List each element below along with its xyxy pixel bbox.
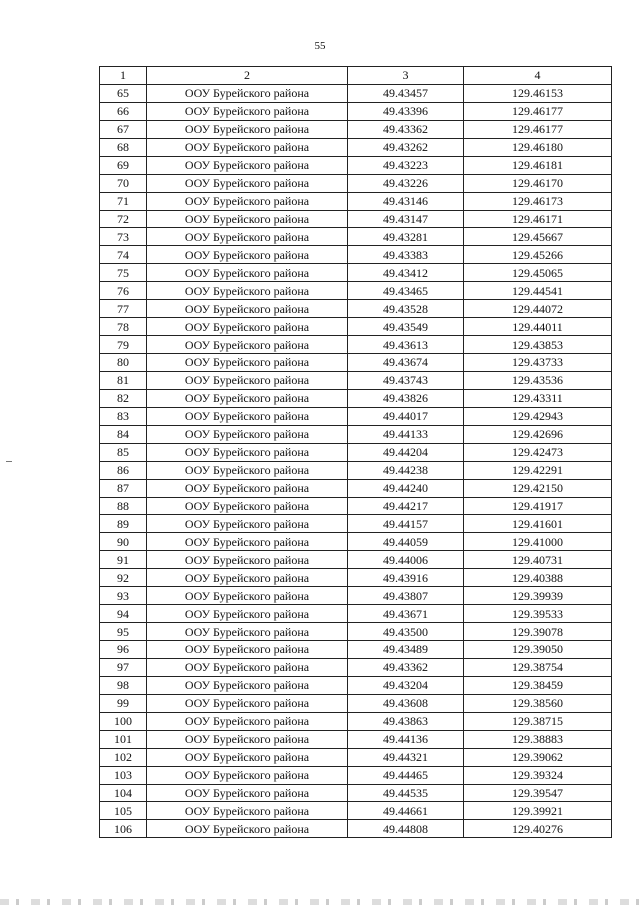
organization-cell: ООУ Бурейского района	[147, 730, 348, 748]
latitude-cell: 49.43412	[348, 264, 464, 282]
latitude-cell: 49.43223	[348, 156, 464, 174]
longitude-cell: 129.39939	[464, 587, 612, 605]
organization-cell: ООУ Бурейского района	[147, 676, 348, 694]
header-cell-1: 1	[100, 67, 147, 85]
row-number-cell: 105	[100, 802, 147, 820]
longitude-cell: 129.40276	[464, 820, 612, 838]
longitude-cell: 129.43733	[464, 354, 612, 372]
organization-cell: ООУ Бурейского района	[147, 605, 348, 623]
row-number-cell: 96	[100, 641, 147, 659]
organization-cell: ООУ Бурейского района	[147, 461, 348, 479]
organization-cell: ООУ Бурейского района	[147, 192, 348, 210]
table-row	[100, 300, 612, 318]
longitude-cell: 129.39547	[464, 784, 612, 802]
row-number-cell: 101	[100, 730, 147, 748]
row-number-cell: 79	[100, 336, 147, 354]
table-row	[100, 820, 612, 838]
organization-cell: ООУ Бурейского района	[147, 336, 348, 354]
longitude-cell: 129.43853	[464, 336, 612, 354]
header-cell-2: 2	[147, 67, 348, 85]
table-row	[100, 497, 612, 515]
row-number-cell: 73	[100, 228, 147, 246]
latitude-cell: 49.43362	[348, 120, 464, 138]
latitude-cell: 49.44059	[348, 533, 464, 551]
row-number-cell: 85	[100, 443, 147, 461]
organization-cell: ООУ Бурейского района	[147, 156, 348, 174]
table-row	[100, 138, 612, 156]
latitude-cell: 49.43528	[348, 300, 464, 318]
table-row	[100, 605, 612, 623]
row-number-cell: 84	[100, 425, 147, 443]
longitude-cell: 129.46171	[464, 210, 612, 228]
table-row	[100, 784, 612, 802]
organization-cell: ООУ Бурейского района	[147, 551, 348, 569]
row-number-cell: 81	[100, 371, 147, 389]
margin-mark	[6, 461, 12, 462]
organization-cell: ООУ Бурейского района	[147, 264, 348, 282]
row-number-cell: 77	[100, 300, 147, 318]
table-row	[100, 658, 612, 676]
longitude-cell: 129.44541	[464, 282, 612, 300]
table-row	[100, 461, 612, 479]
longitude-cell: 129.45667	[464, 228, 612, 246]
coordinates-table	[99, 66, 612, 838]
table-row	[100, 120, 612, 138]
row-number-cell: 95	[100, 623, 147, 641]
table-row	[100, 246, 612, 264]
table-row	[100, 712, 612, 730]
latitude-cell: 49.43489	[348, 641, 464, 659]
organization-cell: ООУ Бурейского района	[147, 371, 348, 389]
row-number-cell: 98	[100, 676, 147, 694]
row-number-cell: 102	[100, 748, 147, 766]
row-number-cell: 78	[100, 318, 147, 336]
table-row	[100, 425, 612, 443]
longitude-cell: 129.46173	[464, 192, 612, 210]
organization-cell: ООУ Бурейского района	[147, 802, 348, 820]
organization-cell: ООУ Бурейского района	[147, 641, 348, 659]
latitude-cell: 49.43204	[348, 676, 464, 694]
table-row	[100, 587, 612, 605]
table-row	[100, 766, 612, 784]
longitude-cell: 129.46180	[464, 138, 612, 156]
table-row	[100, 515, 612, 533]
organization-cell: ООУ Бурейского района	[147, 282, 348, 300]
organization-cell: ООУ Бурейского района	[147, 425, 348, 443]
latitude-cell: 49.43674	[348, 354, 464, 372]
longitude-cell: 129.41601	[464, 515, 612, 533]
longitude-cell: 129.40731	[464, 551, 612, 569]
latitude-cell: 49.44006	[348, 551, 464, 569]
longitude-cell: 129.39062	[464, 748, 612, 766]
longitude-cell: 129.39078	[464, 623, 612, 641]
row-number-cell: 103	[100, 766, 147, 784]
organization-cell: ООУ Бурейского района	[147, 443, 348, 461]
organization-cell: ООУ Бурейского района	[147, 515, 348, 533]
longitude-cell: 129.46170	[464, 174, 612, 192]
latitude-cell: 49.43281	[348, 228, 464, 246]
longitude-cell: 129.42473	[464, 443, 612, 461]
row-number-cell: 104	[100, 784, 147, 802]
latitude-cell: 49.43916	[348, 569, 464, 587]
latitude-cell: 49.44217	[348, 497, 464, 515]
row-number-cell: 93	[100, 587, 147, 605]
row-number-cell: 68	[100, 138, 147, 156]
row-number-cell: 92	[100, 569, 147, 587]
row-number-cell: 71	[100, 192, 147, 210]
row-number-cell: 99	[100, 694, 147, 712]
table-row	[100, 479, 612, 497]
organization-cell: ООУ Бурейского района	[147, 533, 348, 551]
longitude-cell: 129.44011	[464, 318, 612, 336]
latitude-cell: 49.43383	[348, 246, 464, 264]
organization-cell: ООУ Бурейского района	[147, 587, 348, 605]
longitude-cell: 129.46181	[464, 156, 612, 174]
latitude-cell: 49.44808	[348, 820, 464, 838]
latitude-cell: 49.43226	[348, 174, 464, 192]
latitude-cell: 49.44133	[348, 425, 464, 443]
table-body	[100, 84, 612, 837]
latitude-cell: 49.43549	[348, 318, 464, 336]
organization-cell: ООУ Бурейского района	[147, 389, 348, 407]
latitude-cell: 49.43457	[348, 84, 464, 102]
latitude-cell: 49.43262	[348, 138, 464, 156]
row-number-cell: 94	[100, 605, 147, 623]
latitude-cell: 49.44465	[348, 766, 464, 784]
table-row	[100, 336, 612, 354]
latitude-cell: 49.43146	[348, 192, 464, 210]
longitude-cell: 129.38883	[464, 730, 612, 748]
longitude-cell: 129.39324	[464, 766, 612, 784]
organization-cell: ООУ Бурейского района	[147, 407, 348, 425]
organization-cell: ООУ Бурейского района	[147, 228, 348, 246]
table-row	[100, 282, 612, 300]
latitude-cell: 49.43671	[348, 605, 464, 623]
table-row	[100, 174, 612, 192]
table-row	[100, 264, 612, 282]
table-row	[100, 730, 612, 748]
organization-cell: ООУ Бурейского района	[147, 120, 348, 138]
longitude-cell: 129.38560	[464, 694, 612, 712]
table-row	[100, 84, 612, 102]
longitude-cell: 129.40388	[464, 569, 612, 587]
header-row	[100, 67, 612, 85]
row-number-cell: 70	[100, 174, 147, 192]
latitude-cell: 49.44017	[348, 407, 464, 425]
row-number-cell: 69	[100, 156, 147, 174]
organization-cell: ООУ Бурейского района	[147, 694, 348, 712]
row-number-cell: 100	[100, 712, 147, 730]
latitude-cell: 49.44136	[348, 730, 464, 748]
longitude-cell: 129.46153	[464, 84, 612, 102]
latitude-cell: 49.44240	[348, 479, 464, 497]
latitude-cell: 49.43500	[348, 623, 464, 641]
row-number-cell: 76	[100, 282, 147, 300]
row-number-cell: 80	[100, 354, 147, 372]
table-row	[100, 569, 612, 587]
organization-cell: ООУ Бурейского района	[147, 569, 348, 587]
organization-cell: ООУ Бурейского района	[147, 174, 348, 192]
row-number-cell: 66	[100, 102, 147, 120]
latitude-cell: 49.44321	[348, 748, 464, 766]
longitude-cell: 129.41000	[464, 533, 612, 551]
longitude-cell: 129.38715	[464, 712, 612, 730]
header-cell-3: 3	[348, 67, 464, 85]
longitude-cell: 129.43536	[464, 371, 612, 389]
organization-cell: ООУ Бурейского района	[147, 210, 348, 228]
row-number-cell: 74	[100, 246, 147, 264]
row-number-cell: 65	[100, 84, 147, 102]
latitude-cell: 49.43613	[348, 336, 464, 354]
latitude-cell: 49.43362	[348, 658, 464, 676]
organization-cell: ООУ Бурейского района	[147, 658, 348, 676]
table-row	[100, 371, 612, 389]
latitude-cell: 49.43863	[348, 712, 464, 730]
latitude-cell: 49.43807	[348, 587, 464, 605]
row-number-cell: 67	[100, 120, 147, 138]
organization-cell: ООУ Бурейского района	[147, 300, 348, 318]
table-row	[100, 102, 612, 120]
latitude-cell: 49.43396	[348, 102, 464, 120]
row-number-cell: 91	[100, 551, 147, 569]
longitude-cell: 129.38754	[464, 658, 612, 676]
table-row	[100, 641, 612, 659]
latitude-cell: 49.43826	[348, 389, 464, 407]
table-row	[100, 443, 612, 461]
longitude-cell: 129.43311	[464, 389, 612, 407]
table-row	[100, 802, 612, 820]
row-number-cell: 89	[100, 515, 147, 533]
organization-cell: ООУ Бурейского района	[147, 712, 348, 730]
longitude-cell: 129.46177	[464, 102, 612, 120]
table-row	[100, 389, 612, 407]
row-number-cell: 86	[100, 461, 147, 479]
row-number-cell: 75	[100, 264, 147, 282]
latitude-cell: 49.43743	[348, 371, 464, 389]
scan-edge-artifact	[0, 899, 640, 905]
latitude-cell: 49.44157	[348, 515, 464, 533]
latitude-cell: 49.43465	[348, 282, 464, 300]
table-row	[100, 318, 612, 336]
table-row	[100, 407, 612, 425]
organization-cell: ООУ Бурейского района	[147, 479, 348, 497]
table-row	[100, 748, 612, 766]
longitude-cell: 129.42150	[464, 479, 612, 497]
latitude-cell: 49.44238	[348, 461, 464, 479]
table-header	[100, 67, 612, 85]
organization-cell: ООУ Бурейского района	[147, 138, 348, 156]
row-number-cell: 88	[100, 497, 147, 515]
organization-cell: ООУ Бурейского района	[147, 102, 348, 120]
row-number-cell: 90	[100, 533, 147, 551]
latitude-cell: 49.44204	[348, 443, 464, 461]
table-row	[100, 156, 612, 174]
table-row	[100, 354, 612, 372]
row-number-cell: 106	[100, 820, 147, 838]
row-number-cell: 83	[100, 407, 147, 425]
organization-cell: ООУ Бурейского района	[147, 354, 348, 372]
latitude-cell: 49.43608	[348, 694, 464, 712]
longitude-cell: 129.39050	[464, 641, 612, 659]
organization-cell: ООУ Бурейского района	[147, 748, 348, 766]
table-row	[100, 623, 612, 641]
row-number-cell: 87	[100, 479, 147, 497]
organization-cell: ООУ Бурейского района	[147, 84, 348, 102]
header-cell-4: 4	[464, 67, 612, 85]
longitude-cell: 129.39921	[464, 802, 612, 820]
longitude-cell: 129.42291	[464, 461, 612, 479]
row-number-cell: 72	[100, 210, 147, 228]
organization-cell: ООУ Бурейского района	[147, 784, 348, 802]
longitude-cell: 129.45266	[464, 246, 612, 264]
longitude-cell: 129.45065	[464, 264, 612, 282]
organization-cell: ООУ Бурейского района	[147, 766, 348, 784]
organization-cell: ООУ Бурейского района	[147, 318, 348, 336]
latitude-cell: 49.44535	[348, 784, 464, 802]
page-number: 55	[314, 40, 326, 52]
row-number-cell: 97	[100, 658, 147, 676]
longitude-cell: 129.44072	[464, 300, 612, 318]
table-row	[100, 533, 612, 551]
organization-cell: ООУ Бурейского района	[147, 623, 348, 641]
table-row	[100, 228, 612, 246]
table-row	[100, 192, 612, 210]
row-number-cell: 82	[100, 389, 147, 407]
longitude-cell: 129.42696	[464, 425, 612, 443]
organization-cell: ООУ Бурейского района	[147, 820, 348, 838]
longitude-cell: 129.46177	[464, 120, 612, 138]
longitude-cell: 129.39533	[464, 605, 612, 623]
table-row	[100, 694, 612, 712]
latitude-cell: 49.43147	[348, 210, 464, 228]
table-row	[100, 551, 612, 569]
longitude-cell: 129.42943	[464, 407, 612, 425]
organization-cell: ООУ Бурейского района	[147, 497, 348, 515]
table-row	[100, 210, 612, 228]
longitude-cell: 129.38459	[464, 676, 612, 694]
latitude-cell: 49.44661	[348, 802, 464, 820]
longitude-cell: 129.41917	[464, 497, 612, 515]
table-row	[100, 676, 612, 694]
organization-cell: ООУ Бурейского района	[147, 246, 348, 264]
